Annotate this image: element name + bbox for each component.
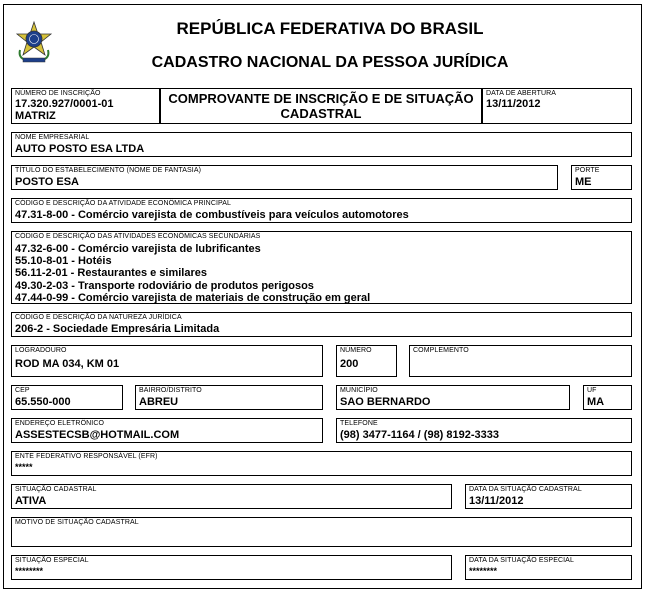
situacao-especial-value: ******** [15,566,44,576]
uf-box [583,385,632,410]
motivo-box [11,517,632,547]
list-item: 55.10-8-01 - Hotéis [15,255,112,268]
efr-label: ENTE FEDERATIVO RESPONSÁVEL (EFR) [15,453,158,460]
logradouro-box [11,345,323,377]
porte-box [571,165,632,190]
inscricao-type: MATRIZ [15,110,56,122]
cep-box [11,385,123,410]
situacao-especial-box [11,555,452,580]
data-situacao-especial-value: ******** [469,566,498,576]
atividade-principal-label: CÓDIGO E DESCRIÇÃO DA ATIVIDADE ECONÔMICA PRINCIPAL [15,200,232,207]
comprovante-box [160,88,482,124]
email-box [11,418,323,443]
natureza-juridica-value: 206-2 - Sociedade Empresária Limitada [15,323,220,335]
atividades-secundarias-list [15,243,370,304]
comprovante-title-line2: CADASTRAL [280,106,362,121]
data-situacao-box [465,484,632,509]
cep-value: 65.550-000 [15,396,71,408]
fantasia-value: POSTO ESA [15,176,79,188]
natureza-juridica-label: CÓDIGO E DESCRIÇÃO DA NATUREZA JURÍDICA [15,314,182,321]
numero-label: NÚMERO [340,347,372,354]
uf-value: MA [587,396,605,408]
natureza-juridica-box [11,312,632,337]
email-value: ASSESTECSB@HOTMAIL.COM [15,429,180,441]
comprovante-title-line1: COMPROVANTE DE INSCRIÇÃO E DE SITUAÇÃO [168,91,474,106]
numero-value: 200 [340,358,359,370]
bairro-box [135,385,323,410]
inscricao-box [11,88,160,124]
header-subtitle: CADASTRO NACIONAL DA PESSOA JURÍDICA [151,54,509,71]
fantasia-box [11,165,558,190]
abertura-label: DATA DE ABERTURA [486,90,557,97]
list-item: 47.32-6-00 - Comércio varejista de lubrificantes [15,243,261,255]
atividades-secundarias-box [11,231,632,304]
bairro-value: ABREU [139,396,179,408]
bairro-label: BAIRRO/DISTRITO [139,387,202,394]
nome-empresarial-label: NOME EMPRESARIAL [15,134,90,141]
inscricao-number: 17.320.927/0001-01 [15,98,114,110]
cep-label: CEP [15,387,30,394]
logradouro-value: ROD MA 034, KM 01 [15,358,120,370]
uf-label: UF [587,387,597,394]
email-label: ENDEREÇO ELETRÔNICO [15,420,105,427]
situacao-especial-label: SITUAÇÃO ESPECIAL [15,557,89,564]
nome-empresarial-value: AUTO POSTO ESA LTDA [15,143,145,155]
telefone-label: TELEFONE [340,420,378,427]
header-title: REPÚBLICA FEDERATIVA DO BRASIL [176,19,484,38]
abertura-box [482,88,632,124]
comprovante-title [161,91,481,121]
telefone-value: (98) 3477-1164 / (98) 8192-3333 [340,429,500,441]
complemento-label: COMPLEMENTO [413,347,469,354]
municipio-box [336,385,570,410]
atividades-secundarias-label: CÓDIGO E DESCRIÇÃO DAS ATIVIDADES ECONÔMICAS SECUNDÁRIAS [15,233,261,240]
logradouro-label: LOGRADOURO [15,347,67,354]
porte-value: ME [575,176,592,188]
data-situacao-especial-label: DATA DA SITUAÇÃO ESPECIAL [469,557,574,564]
inscricao-label: NÚMERO DE INSCRIÇÃO [15,90,101,97]
situacao-box [11,484,452,509]
situacao-label: SITUAÇÃO CADASTRAL [15,486,97,493]
fantasia-label: TÍTULO DO ESTABELECIMENTO (NOME DE FANTASIA) [15,167,202,174]
list-item: 47.44-0-99 - Comércio varejista de materiais de construção em geral [15,291,371,304]
list-item: 49.30-2-03 - Transporte rodoviário de produtos perigosos [15,279,314,292]
complemento-box [409,345,632,377]
atividade-principal-box [11,198,632,223]
data-situacao-label: DATA DA SITUAÇÃO CADASTRAL [469,486,582,493]
porte-label: PORTE [575,167,600,174]
situacao-value: ATIVA [15,495,47,507]
telefone-box [336,418,632,443]
abertura-value: 13/11/2012 [486,98,541,110]
efr-box [11,451,632,476]
data-situacao-value: 13/11/2012 [469,495,524,507]
list-item: 56.11-2-01 - Restaurantes e similares [15,267,208,280]
motivo-label: MOTIVO DE SITUAÇÃO CADASTRAL [15,519,139,526]
municipio-value: SAO BERNARDO [340,396,431,408]
data-situacao-especial-box [465,555,632,580]
atividade-principal-value: 47.31-8-00 - Comércio varejista de combustíveis para veículos automotores [15,209,409,221]
efr-value: ***** [15,462,33,472]
numero-box [336,345,397,377]
municipio-label: MUNICÍPIO [340,387,378,394]
brazil-coat-of-arms-icon [14,20,54,64]
nome-empresarial-box [11,132,632,157]
